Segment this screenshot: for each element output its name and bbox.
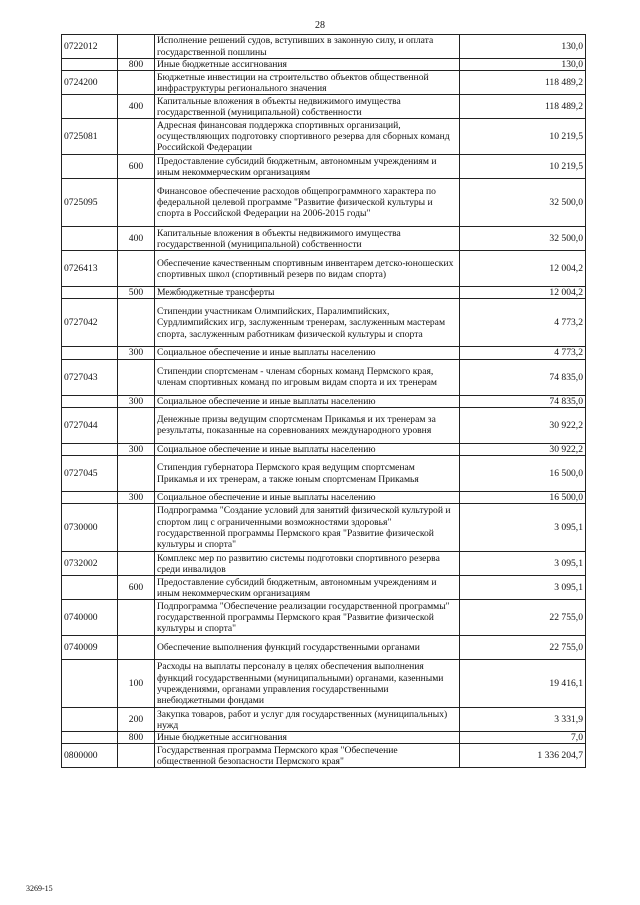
table-row [62,443,586,455]
code-cell: 0727042 [62,299,118,347]
amt-cell: 130,0 [460,35,586,59]
table-row [62,119,586,155]
name-cell: Расходы на выплаты персоналу в целях обеспечения выполнения функций государственными (муниципальными) органами, казенными учреждениями, органами управления государственными внебюджетными фондами [155,660,460,708]
table-row [62,347,586,359]
budget-table [61,34,586,768]
amt-cell: 30 922,2 [460,407,586,443]
name-cell: Государственная программа Пермского края "Обеспечение общественной безопасности Пермского края" [155,744,460,768]
type-cell: 500 [118,287,155,299]
type-cell: 300 [118,347,155,359]
type-cell: 300 [118,443,155,455]
code-cell [62,347,118,359]
table-row [62,251,586,287]
type-cell [118,636,155,660]
amt-cell: 10 219,5 [460,119,586,155]
amt-cell: 22 755,0 [460,600,586,636]
amt-cell: 22 755,0 [460,636,586,660]
name-cell: Подпрограмма "Создание условий для занятий физической культурой и спортом лиц с ограниченными возможностями здоровья" государственной программы Пермского края "Развитие физической культуры и спорта" [155,504,460,552]
amt-cell: 16 500,0 [460,492,586,504]
type-cell [118,299,155,347]
amt-cell: 16 500,0 [460,456,586,492]
type-cell [118,71,155,95]
table-row [62,744,586,768]
amt-cell: 32 500,0 [460,227,586,251]
name-cell: Капитальные вложения в объекты недвижимого имущества государственной (муниципальной) собственности [155,227,460,251]
type-cell: 100 [118,660,155,708]
code-cell: 0740009 [62,636,118,660]
type-cell: 800 [118,732,155,744]
type-cell [118,179,155,227]
type-cell: 400 [118,95,155,119]
document-footer-code: 3269-15 [26,884,53,893]
amt-cell: 3 331,9 [460,708,586,732]
amt-cell: 74 835,0 [460,359,586,395]
code-cell: 0800000 [62,744,118,768]
table-row [62,456,586,492]
amt-cell: 4 773,2 [460,299,586,347]
code-cell [62,227,118,251]
table-row [62,600,586,636]
amt-cell: 3 095,1 [460,576,586,600]
code-cell [62,732,118,744]
amt-cell: 1 336 204,7 [460,744,586,768]
code-cell: 0740000 [62,600,118,636]
code-cell: 0725095 [62,179,118,227]
name-cell: Закупка товаров, работ и услуг для государственных (муниципальных) нужд [155,708,460,732]
code-cell [62,95,118,119]
name-cell: Предоставление субсидий бюджетным, автономным учреждениям и иным некоммерческим организациям [155,155,460,179]
amt-cell: 4 773,2 [460,347,586,359]
table-row [62,576,586,600]
name-cell: Иные бюджетные ассигнования [155,59,460,71]
name-cell: Стипендии участникам Олимпийских, Паралимпийских, Сурдлимпийских игр, заслуженным тренерам, заслуженным мастерам спорта, заслуженным работникам физической культуры и спорта [155,299,460,347]
table-row [62,407,586,443]
table-row [62,95,586,119]
amt-cell: 12 004,2 [460,251,586,287]
name-cell: Обеспечение выполнения функций государственными органами [155,636,460,660]
name-cell: Социальное обеспечение и иные выплаты населению [155,395,460,407]
table-row [62,227,586,251]
code-cell: 0726413 [62,251,118,287]
table-row [62,299,586,347]
code-cell [62,660,118,708]
code-cell: 0732002 [62,552,118,576]
table-row [62,660,586,708]
code-cell [62,708,118,732]
type-cell [118,119,155,155]
name-cell: Бюджетные инвестиции на строительство объектов общественной инфраструктуры регионального значения [155,71,460,95]
code-cell: 0730000 [62,504,118,552]
name-cell: Финансовое обеспечение расходов общепрограммного характера по федеральной целевой программе "Развитие физической культуры и спорта в Российской Федерации на 2006-2015 годы" [155,179,460,227]
budget-table-body [62,35,586,768]
amt-cell: 74 835,0 [460,395,586,407]
type-cell [118,456,155,492]
amt-cell: 30 922,2 [460,443,586,455]
name-cell: Подпрограмма "Обеспечение реализации государственной программы" государственной программы Пермского края "Развитие физической культуры и спорта" [155,600,460,636]
code-cell: 0727044 [62,407,118,443]
type-cell: 800 [118,59,155,71]
amt-cell: 19 416,1 [460,660,586,708]
type-cell: 300 [118,395,155,407]
table-row [62,636,586,660]
amt-cell: 118 489,2 [460,71,586,95]
page-number: 28 [315,20,325,31]
type-cell: 600 [118,576,155,600]
type-cell [118,35,155,59]
amt-cell: 10 219,5 [460,155,586,179]
type-cell: 200 [118,708,155,732]
amt-cell: 7,0 [460,732,586,744]
table-row [62,732,586,744]
code-cell [62,576,118,600]
table-row [62,492,586,504]
type-cell: 400 [118,227,155,251]
name-cell: Исполнение решений судов, вступивших в законную силу, и оплата государственной пошлины [155,35,460,59]
name-cell: Социальное обеспечение и иные выплаты населению [155,443,460,455]
name-cell: Стипендии спортсменам - членам сборных команд Пермского края, членам спортивных команд по игровым видам спорта и их тренерам [155,359,460,395]
table-row [62,35,586,59]
type-cell [118,744,155,768]
code-cell [62,287,118,299]
table-row [62,155,586,179]
amt-cell: 118 489,2 [460,95,586,119]
table-row [62,552,586,576]
code-cell: 0727043 [62,359,118,395]
name-cell: Обеспечение качественным спортивным инвентарем детско-юношеских спортивных школ (спортивный резерв по видам спорта) [155,251,460,287]
table-row [62,359,586,395]
name-cell: Межбюджетные трансферты [155,287,460,299]
code-cell: 0725081 [62,119,118,155]
name-cell: Социальное обеспечение и иные выплаты населению [155,492,460,504]
code-cell: 0724200 [62,71,118,95]
name-cell: Адресная финансовая поддержка спортивных организаций, осуществляющих подготовку спортивного резерва для сборных команд Российской Федерации [155,119,460,155]
table-row [62,179,586,227]
type-cell: 600 [118,155,155,179]
code-cell [62,395,118,407]
code-cell [62,59,118,71]
type-cell [118,600,155,636]
amt-cell: 3 095,1 [460,552,586,576]
code-cell [62,155,118,179]
type-cell [118,407,155,443]
name-cell: Социальное обеспечение и иные выплаты населению [155,347,460,359]
code-cell: 0722012 [62,35,118,59]
name-cell: Денежные призы ведущим спортсменам Прикамья и их тренерам за результаты, показанные на соревнованиях международного уровня [155,407,460,443]
table-row [62,395,586,407]
code-cell [62,492,118,504]
table-row [62,504,586,552]
name-cell: Комплекс мер по развитию системы подготовки спортивного резерва среди инвалидов [155,552,460,576]
amt-cell: 3 095,1 [460,504,586,552]
type-cell [118,552,155,576]
code-cell [62,443,118,455]
type-cell [118,359,155,395]
amt-cell: 12 004,2 [460,287,586,299]
name-cell: Предоставление субсидий бюджетным, автономным учреждениям и иным некоммерческим организациям [155,576,460,600]
type-cell [118,504,155,552]
code-cell: 0727045 [62,456,118,492]
amt-cell: 32 500,0 [460,179,586,227]
name-cell: Стипендия губернатора Пермского края ведущим спортсменам Прикамья и их тренерам, а также юным спортсменам Прикамья [155,456,460,492]
table-row [62,708,586,732]
amt-cell: 130,0 [460,59,586,71]
type-cell: 300 [118,492,155,504]
name-cell: Капитальные вложения в объекты недвижимого имущества государственной (муниципальной) собственности [155,95,460,119]
table-row [62,287,586,299]
table-row [62,59,586,71]
name-cell: Иные бюджетные ассигнования [155,732,460,744]
table-row [62,71,586,95]
type-cell [118,251,155,287]
